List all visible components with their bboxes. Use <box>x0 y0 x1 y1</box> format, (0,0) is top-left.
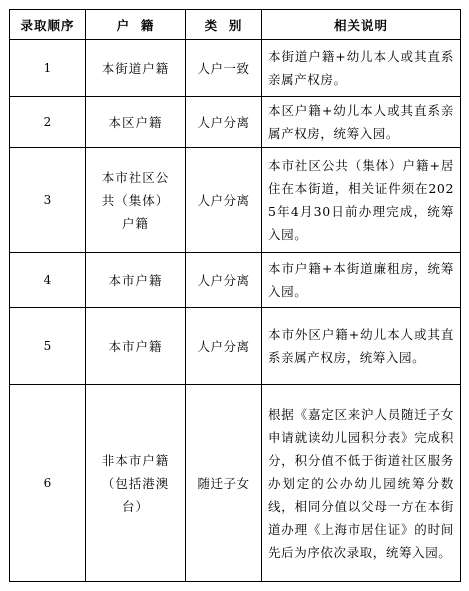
row-type: 人户分离 <box>186 253 262 308</box>
table-row <box>10 97 461 148</box>
row-type: 人户分离 <box>186 97 262 148</box>
row-order: 2 <box>10 97 86 148</box>
row-hukou: 本市户籍 <box>86 253 186 308</box>
row-hukou: 本区户籍 <box>86 97 186 148</box>
table-header-row <box>10 10 461 40</box>
row-description: 本街道户籍+幼儿本人或其直系亲属产权房。 <box>262 40 461 97</box>
table-row <box>10 385 461 582</box>
row-type: 人户分离 <box>186 308 262 385</box>
row-order: 4 <box>10 253 86 308</box>
row-hukou: 本市户籍 <box>86 308 186 385</box>
admission-order-table <box>9 9 461 582</box>
row-description: 本市社区公共（集体）户籍+居住在本街道，相关证件须在2025年4月30日前办理完成，统筹入园。 <box>262 148 461 253</box>
row-order: 1 <box>10 40 86 97</box>
row-hukou: 本市社区公共（集体）户籍 <box>86 148 186 253</box>
row-type: 人户一致 <box>186 40 262 97</box>
row-hukou: 非本市户籍（包括港澳台） <box>86 385 186 582</box>
row-order: 3 <box>10 148 86 253</box>
header-order: 录取顺序 <box>10 10 86 40</box>
row-description: 本市外区户籍+幼儿本人或其直系亲属产权房，统筹入园。 <box>262 308 461 385</box>
table-row <box>10 308 461 385</box>
header-hukou: 户 籍 <box>86 10 186 40</box>
row-description: 本区户籍+幼儿本人或其直系亲属产权房，统筹入园。 <box>262 97 461 148</box>
header-description: 相关说明 <box>262 10 461 40</box>
table-row <box>10 40 461 97</box>
table-row <box>10 148 461 253</box>
table-row <box>10 253 461 308</box>
row-type: 人户分离 <box>186 148 262 253</box>
row-order: 5 <box>10 308 86 385</box>
header-type: 类 别 <box>186 10 262 40</box>
row-description: 根据《嘉定区来沪人员随迁子女申请就读幼儿园积分表》完成积分，积分值不低于街道社区服务办划定的公办幼儿园统筹分数线，相同分值以父母一方在本街道办理《上海市居住证》的时间先后为序依次录取，统筹入园。 <box>262 385 461 582</box>
row-type: 随迁子女 <box>186 385 262 582</box>
row-description: 本市户籍+本街道廉租房，统筹入园。 <box>262 253 461 308</box>
row-order: 6 <box>10 385 86 582</box>
row-hukou: 本街道户籍 <box>86 40 186 97</box>
